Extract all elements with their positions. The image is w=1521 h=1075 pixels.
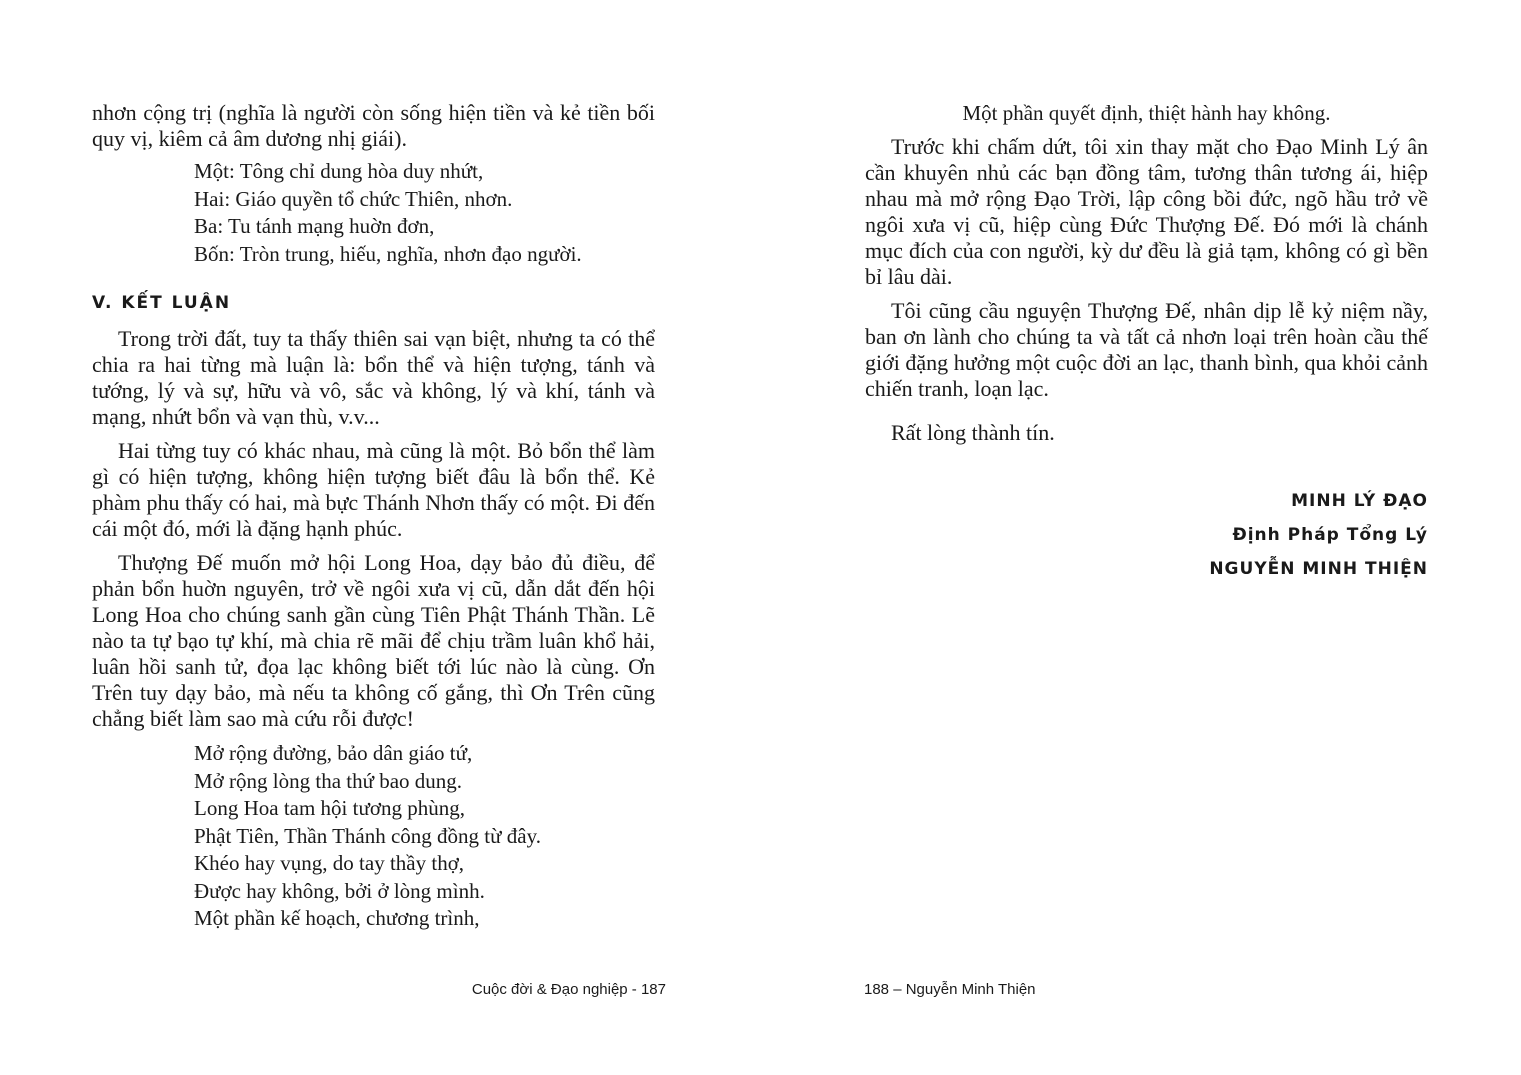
section-heading: V. KẾT LUẬN <box>92 293 232 313</box>
verse-line: Phật Tiên, Thần Thánh công đồng từ đây. <box>194 823 541 848</box>
right-page-text <box>865 100 1428 446</box>
verse-block-1 <box>194 158 655 268</box>
signature-name: NGUYỄN MINH THIỆN <box>1209 559 1428 579</box>
signature-block <box>1209 484 1428 586</box>
verse-block-2 <box>194 740 655 933</box>
page-footer-left: Cuộc đời & Đạo nghiệp - 187 <box>471 981 666 998</box>
left-page <box>0 0 760 1075</box>
verse-line: Khéo hay vụng, do tay thầy thợ, <box>194 851 465 875</box>
verse-line: Một phần quyết định, thiệt hành hay không. <box>962 101 1331 125</box>
verse-line: Mở rộng lòng tha thứ bao dung. <box>194 768 463 793</box>
body-paragraph: Trước khi chấm dứt, tôi xin thay mặt cho Đạo Minh Lý ân cần khuyên nhủ các bạn đồng tâm, tương thân tương ái, hiệp nhau mà mở rộng Đạo Trời, lập công bồi đức, ngõ hầu trở về ngôi xưa vị cũ, hiệp cùng Đức Thượng Đế. Đó mới là chánh mục đích của con người, kỳ dư đều là giả tạm, không có gì bền bỉ lâu dài. <box>865 134 1428 289</box>
body-paragraph: Thượng Đế muốn mở hội Long Hoa, dạy bảo đủ điều, để phản bổn huờn nguyên, trở về ngôi xưa vị cũ, dẫn dắt đến hội Long Hoa cho chúng sanh gần cùng Tiên Phật Thánh Thần. Lẽ nào ta tự bạo tự khí, mà chia rẽ mãi để chịu trầm luân khổ hải, luân hồi sanh tử, đọa lạc không biết tới lúc nào là cùng. Ơn Trên tuy dạy bảo, mà nếu ta không cố gắng, thì Ơn Trên cũng chẳng biết làm sao mà cứu rỗi được! <box>92 550 655 731</box>
body-paragraph: Hai từng tuy có khác nhau, mà cũng là một. Bỏ bổn thể làm gì có hiện tượng, không hiện tượng biết đâu là bổn thể. Kẻ phàm phu thấy có hai, mà bực Thánh Nhơn thấy có một. Đi đến cái một đó, mới là đặng hạnh phúc. <box>92 438 655 541</box>
verse-line: Long Hoa tam hội tương phùng, <box>194 796 465 820</box>
closing-line: Rất lòng thành tín. <box>891 420 1055 445</box>
verse-line: Một phần kế hoạch, chương trình, <box>194 906 480 930</box>
verse-line: Hai: Giáo quyền tổ chức Thiên, nhơn. <box>194 186 513 211</box>
signature-title: Định Pháp Tổng Lý <box>1232 525 1428 545</box>
verse-line: Một: Tông chỉ dung hòa duy nhứt, <box>194 159 484 183</box>
verse-line: Bốn: Tròn trung, hiếu, nghĩa, nhơn đạo người. <box>194 241 582 266</box>
left-page-text <box>92 100 655 933</box>
intro-paragraph: nhơn cộng trị (nghĩa là người còn sống hiện tiền và kẻ tiền bối quy vị, kiêm cả âm dương nhị giái). <box>92 100 655 151</box>
body-paragraph: Tôi cũng cầu nguyện Thượng Đế, nhân dịp lễ kỷ niệm nầy, ban ơn lành cho chúng ta và tất cả nhơn loại trên hoàn cầu thế giới đặng hưởng một cuộc đời an lạc, thanh bình, qua khỏi cảnh chiến tranh, loạn lạc. <box>865 298 1428 401</box>
verse-line: Ba: Tu tánh mạng huờn đơn, <box>194 214 435 238</box>
verse-line: Mở rộng đường, bảo dân giáo tứ, <box>194 741 473 765</box>
page-footer-right: 188 – Nguyễn Minh Thiện <box>864 981 1036 998</box>
body-paragraph: Trong trời đất, tuy ta thấy thiên sai vạn biệt, nhưng ta có thể chia ra hai từng mà luận là: bổn thể và hiện tượng, tánh và tướng, lý và sự, hữu và vô, sắc và không, lý và khí, tánh và mạng, nhứt bổn và vạn thù, v.v... <box>92 326 655 429</box>
signature-org: MINH LÝ ĐẠO <box>1291 491 1428 511</box>
right-page <box>760 0 1521 1075</box>
verse-line: Được hay không, bởi ở lòng mình. <box>194 878 485 903</box>
